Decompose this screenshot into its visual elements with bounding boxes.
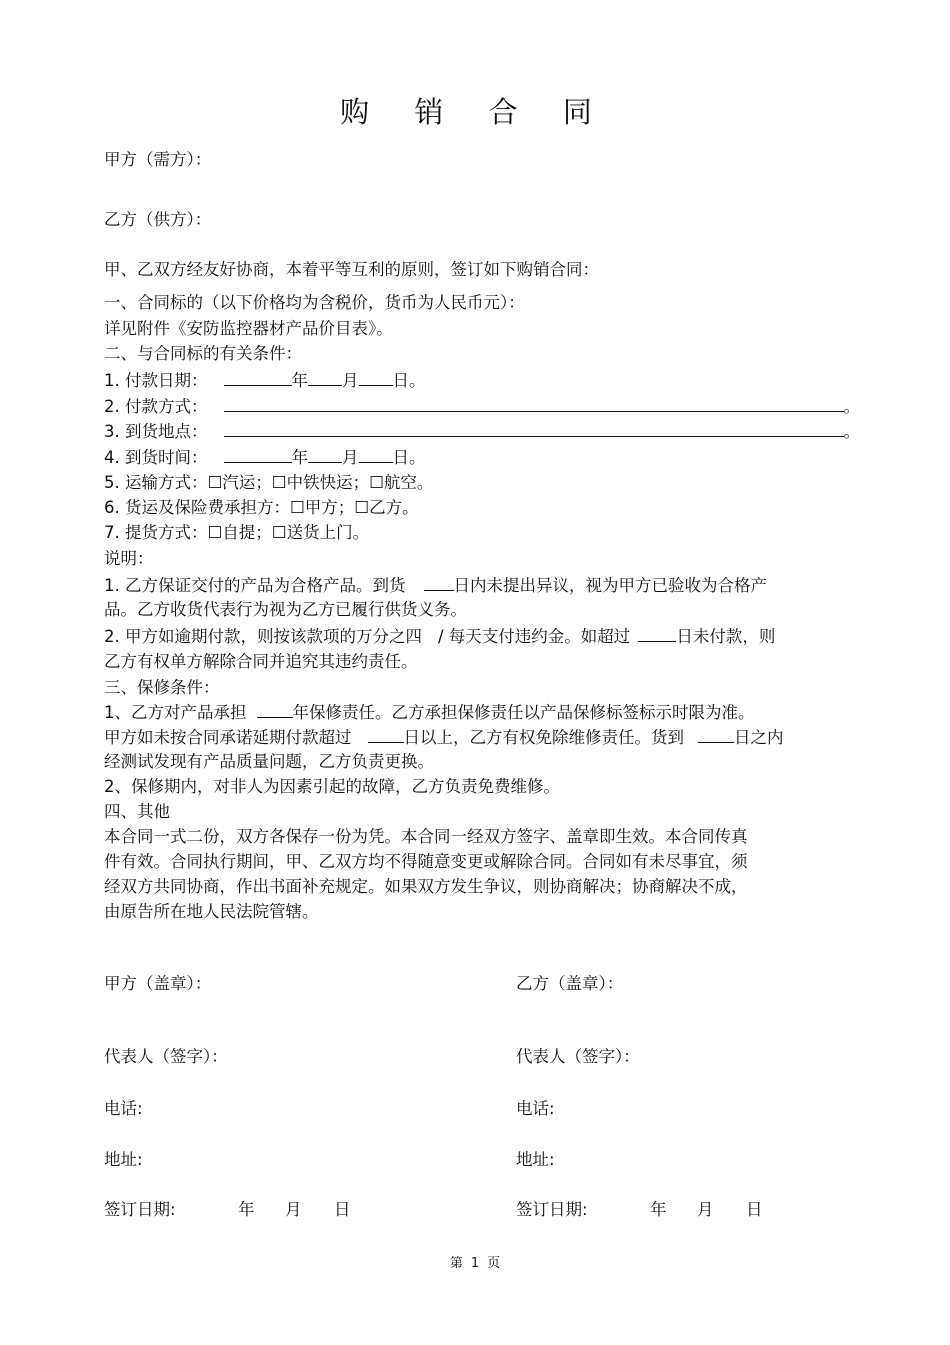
party-a-address: 地址: [104,1150,143,1169]
checkbox-icon[interactable]: ☐ [207,473,223,492]
warranty-line-2 [104,726,784,749]
party-a-sign-day: 日 [334,1200,351,1219]
note-2-text-b: / 每天支付违约金。如超过 [438,627,631,646]
option-party-a: 甲方； [304,498,355,517]
day-text: 日。 [392,448,426,467]
delivery-place-line [104,420,860,443]
inspection-days-blank[interactable] [424,574,454,591]
page-footer [0,1252,950,1271]
party-b-address: 地址: [516,1150,555,1169]
warranty-text-c: 甲方如未按合同承诺延期付款超过 [104,728,352,747]
note-2-line-2: 乙方有权单方解除合同并追究其违约责任。 [104,652,418,671]
warranty-text-e: 日之内 [734,728,784,747]
payment-date-line [104,369,426,392]
checkbox-icon[interactable]: ☐ [369,473,384,492]
page-suffix: 页 [487,1256,501,1271]
option-self-pickup: 自提； [222,523,272,542]
warranty-text-d: 日以上，乙方有权免除维修责任。货到 [403,728,684,747]
party-b-sign-day: 日 [746,1200,763,1219]
freight-payer-line [104,497,419,519]
intro-text: 甲、乙双方经友好协商，本着平等互利的原则，签订如下购销合同： [104,260,599,279]
day-text: 日。 [392,371,426,390]
warranty-text-a: 1、乙方对产品承担 [104,703,247,722]
other-line-4: 由原告所在地人民法院管辖。 [104,902,319,921]
delay-days-blank[interactable] [368,726,404,743]
note-2-line-1 [104,625,775,648]
checkbox-icon[interactable]: ☐ [271,473,287,492]
note-1-line-1 [104,574,767,597]
contract-title: 购 销 合 同 [340,95,610,129]
checkbox-icon[interactable]: ☐ [207,523,223,542]
transport-line [104,472,433,494]
warranty-line-4: 2、保修期内，对非人为因素引起的故障，乙方负责免费维修。 [104,777,560,796]
party-b-sign-month: 月 [697,1200,714,1219]
checkbox-icon[interactable]: ☐ [271,523,287,542]
payment-year-blank[interactable] [224,369,292,386]
checkbox-icon[interactable]: ☐ [354,498,370,517]
warranty-years-blank[interactable] [257,701,293,718]
delivery-time-label: 4. 到货时间： [104,448,208,467]
note-2-text-c: 日未付款，则 [676,627,776,646]
party-b-sign-date-label: 签订日期: [516,1200,588,1219]
payment-method-line [104,395,860,418]
period-text: 。 [843,397,860,416]
checkbox-icon[interactable]: ☐ [290,498,305,517]
party-a-label: 甲方（需方）： [104,150,212,169]
payment-month-blank[interactable] [308,369,342,386]
party-b-phone: 电话: [516,1099,555,1118]
pickup-line [104,522,369,544]
party-b-sign-year: 年 [650,1200,667,1219]
option-truck: 汽运； [222,473,272,492]
arrival-days-blank[interactable] [698,726,734,743]
section-4-heading: 四、其他 [104,802,170,821]
party-a-representative: 代表人（签字）： [104,1047,228,1066]
option-party-b: 乙方。 [369,498,419,517]
delivery-month-blank[interactable] [308,446,342,463]
payment-method-blank[interactable] [224,395,844,412]
year-text: 年 [291,448,308,467]
party-a-phone: 电话: [104,1099,143,1118]
note-1-text-b: 日内未提出异议，视为甲方已验收为合格产 [453,576,767,595]
warranty-line-1 [104,701,755,724]
page-prefix: 第 [449,1256,463,1271]
party-a-sign-date-label: 签订日期: [104,1200,176,1219]
note-1-line-2: 品。乙方收货代表行为视为乙方已履行供货义务。 [104,600,467,619]
payment-date-label: 1. 付款日期： [104,371,208,390]
option-delivery: 送货上门。 [286,523,370,542]
payment-day-blank[interactable] [359,369,393,386]
other-line-1: 本合同一式二份，双方各保存一份为凭。本合同一经双方签字、盖章即生效。本合同传真 [104,827,748,846]
transport-label: 5. 运输方式： [104,473,208,492]
section-1-heading: 一、合同标的（以下价格均为含税价，货币为人民币元）： [104,293,525,312]
option-rail-express: 中铁快运； [286,473,370,492]
other-line-3: 经双方共同协商，作出书面补充规定。如果双方发生争议，则协商解决；协商解决不成， [104,877,748,896]
freight-payer-label: 6. 货运及保险费承担方： [104,498,290,517]
warranty-text-b: 年保修责任。乙方承担保修责任以产品保修标签标示时限为准。 [292,703,755,722]
overdue-days-blank[interactable] [638,625,676,642]
section-1-detail: 详见附件《安防监控器材产品价目表》。 [104,319,393,338]
other-line-2: 件有效。合同执行期间，甲、乙双方均不得随意变更或解除合同。合同如有未尽事宜，须 [104,852,748,871]
note-2-text-a: 2. 甲方如逾期付款，则按该款项的万分之四 [104,627,422,646]
option-air: 航空。 [383,473,434,492]
note-1-text-a: 1. 乙方保证交付的产品为合格产品。到货 [104,576,406,595]
delivery-year-blank[interactable] [224,446,292,463]
section-3-heading: 三、保修条件： [104,678,220,697]
warranty-line-3: 经测试发现有产品质量问题，乙方负责更换。 [104,752,434,771]
party-b-seal: 乙方（盖章）： [516,974,624,993]
year-text: 年 [291,371,308,390]
month-text: 月 [342,371,359,390]
party-b-label: 乙方（供方）： [104,210,212,229]
delivery-place-blank[interactable] [224,420,844,437]
delivery-place-label: 3. 到货地点： [104,422,208,441]
party-a-sign-month: 月 [285,1200,302,1219]
delivery-day-blank[interactable] [359,446,393,463]
payment-method-label: 2. 付款方式： [104,397,208,416]
pickup-label: 7. 提货方式： [104,523,208,542]
page-number: 1 [470,1256,480,1271]
period-text: 。 [843,422,860,441]
party-a-sign-year: 年 [238,1200,255,1219]
month-text: 月 [342,448,359,467]
party-b-representative: 代表人（签字）： [516,1047,640,1066]
note-label: 说明： [104,549,154,568]
delivery-time-line [104,446,426,469]
party-a-seal: 甲方（盖章）： [104,974,212,993]
section-2-heading: 二、与合同标的有关条件： [104,344,302,363]
